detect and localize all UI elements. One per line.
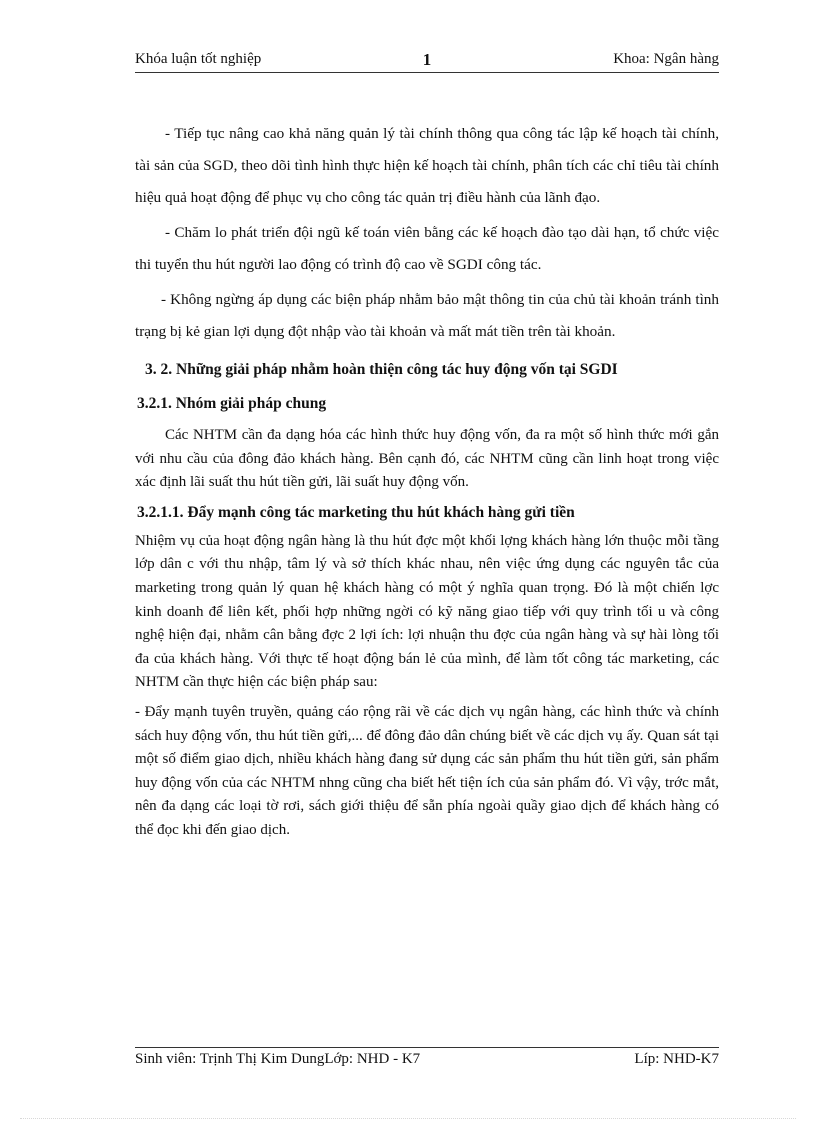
- paragraph-marketing-mission: Nhiệm vụ của hoạt động ngân hàng là thu hút đợc một khối lợng khách hàng lớn thuộc mỗi tầng lớp dân c với thu nhập, tâm lý và sở thích khác nhau, nên việc ứng dụng các nguyên tắc của marketing trong quản lý quan hệ khách hàng có một ý nghĩa quan trọng. Đó là một chiến lợc kinh doanh để liên kết, phối hợp những ngời có kỹ năng giao tiếp với quy trình tối u và công nghệ hiện đại, nhằm cân bằng đợc 2 lợi ích: lợi nhuận thu đợc của ngân hàng và sự hài lòng tối đa của khách hàng. Với thực tế hoạt động bán lẻ của mình, để làm tốt công tác marketing, các NHTM cần thực hiện các biện pháp sau:: [135, 532, 719, 691]
- paragraph-staff-development: - Chăm lo phát triển đội ngũ kế toán viên bằng các kế hoạch đào tạo dài hạn, tổ chức việc thi tuyển thu hút người lao động có trình độ cao về SGDI công tác.: [135, 224, 719, 273]
- paragraph-promotion: - Đẩy mạnh tuyên truyền, quảng cáo rộng rãi về các dịch vụ ngân hàng, các hình thức và chính sách huy động vốn, thu hút tiền gửi,... để đông đảo dân chúng biết về các dịch vụ ấy. Quan sát tại một số điểm giao dịch, nhiều khách hàng đang sử dụng các sản phẩm thu hút tiền gửi, sản phẩm huy động vốn của các NHTM nhng cũng cha biết hết tiện ích của sản phẩm đó. Vì vậy, trớc mắt, nên đa dạng các loại tờ rơi, sách giới thiệu để sẵn phía ngoài quầy giao dịch để khách hàng có thể đọc khi đến giao dịch.: [135, 703, 719, 838]
- header-faculty-label: Khoa: Ngân hàng: [613, 51, 719, 67]
- page-footer: [135, 1047, 719, 1074]
- footer-student-label: Sinh viên: Trịnh Thị Kim DungLớp: NHD - K7: [135, 1051, 421, 1067]
- paragraph-general-solutions: Các NHTM cần đa dạng hóa các hình thức huy động vốn, đa ra một số hình thức mới gắn với nhu cầu của đông đảo khách hàng. Bên cạnh đó, các NHTM cũng cần linh hoạt trong việc xác định lãi suất thu hút tiền gửi, lãi suất huy động vốn.: [135, 427, 719, 491]
- heading-section-3-2: 3. 2. Những giải pháp nhằm hoàn thiện công tác huy động vốn tại SGDI: [145, 361, 618, 378]
- heading-section-3-2-1: 3.2.1. Nhóm giải pháp chung: [137, 395, 327, 412]
- page-header: [135, 48, 719, 73]
- page-number: 1: [422, 50, 432, 69]
- document-body: [135, 118, 719, 849]
- footer-class-label: Líp: NHD-K7: [634, 1051, 719, 1067]
- heading-section-3-2-1-1: 3.2.1.1. Đẩy mạnh công tác marketing thu hút khách hàng gửi tiền: [137, 503, 575, 521]
- header-thesis-label: Khóa luận tốt nghiệp: [135, 51, 262, 67]
- paragraph-financial-management: - Tiếp tục nâng cao khả năng quản lý tài chính thông qua công tác lập kế hoạch tài chính, tài sản của SGD, theo dõi tình hình thực hiện kế hoạch tài chính, phân tích các chỉ tiêu tài chính hiệu quả hoạt động để phục vụ cho công tác quản trị điều hành của lãnh đạo.: [135, 125, 719, 206]
- paragraph-information-security: - Không ngừng áp dụng các biện pháp nhằm bảo mật thông tin của chủ tài khoản tránh tình trạng bị kẻ gian lợi dụng đột nhập vào tài khoản và mất mát tiền trên tài khoản.: [135, 291, 719, 340]
- page-edge-divider: [20, 1118, 796, 1119]
